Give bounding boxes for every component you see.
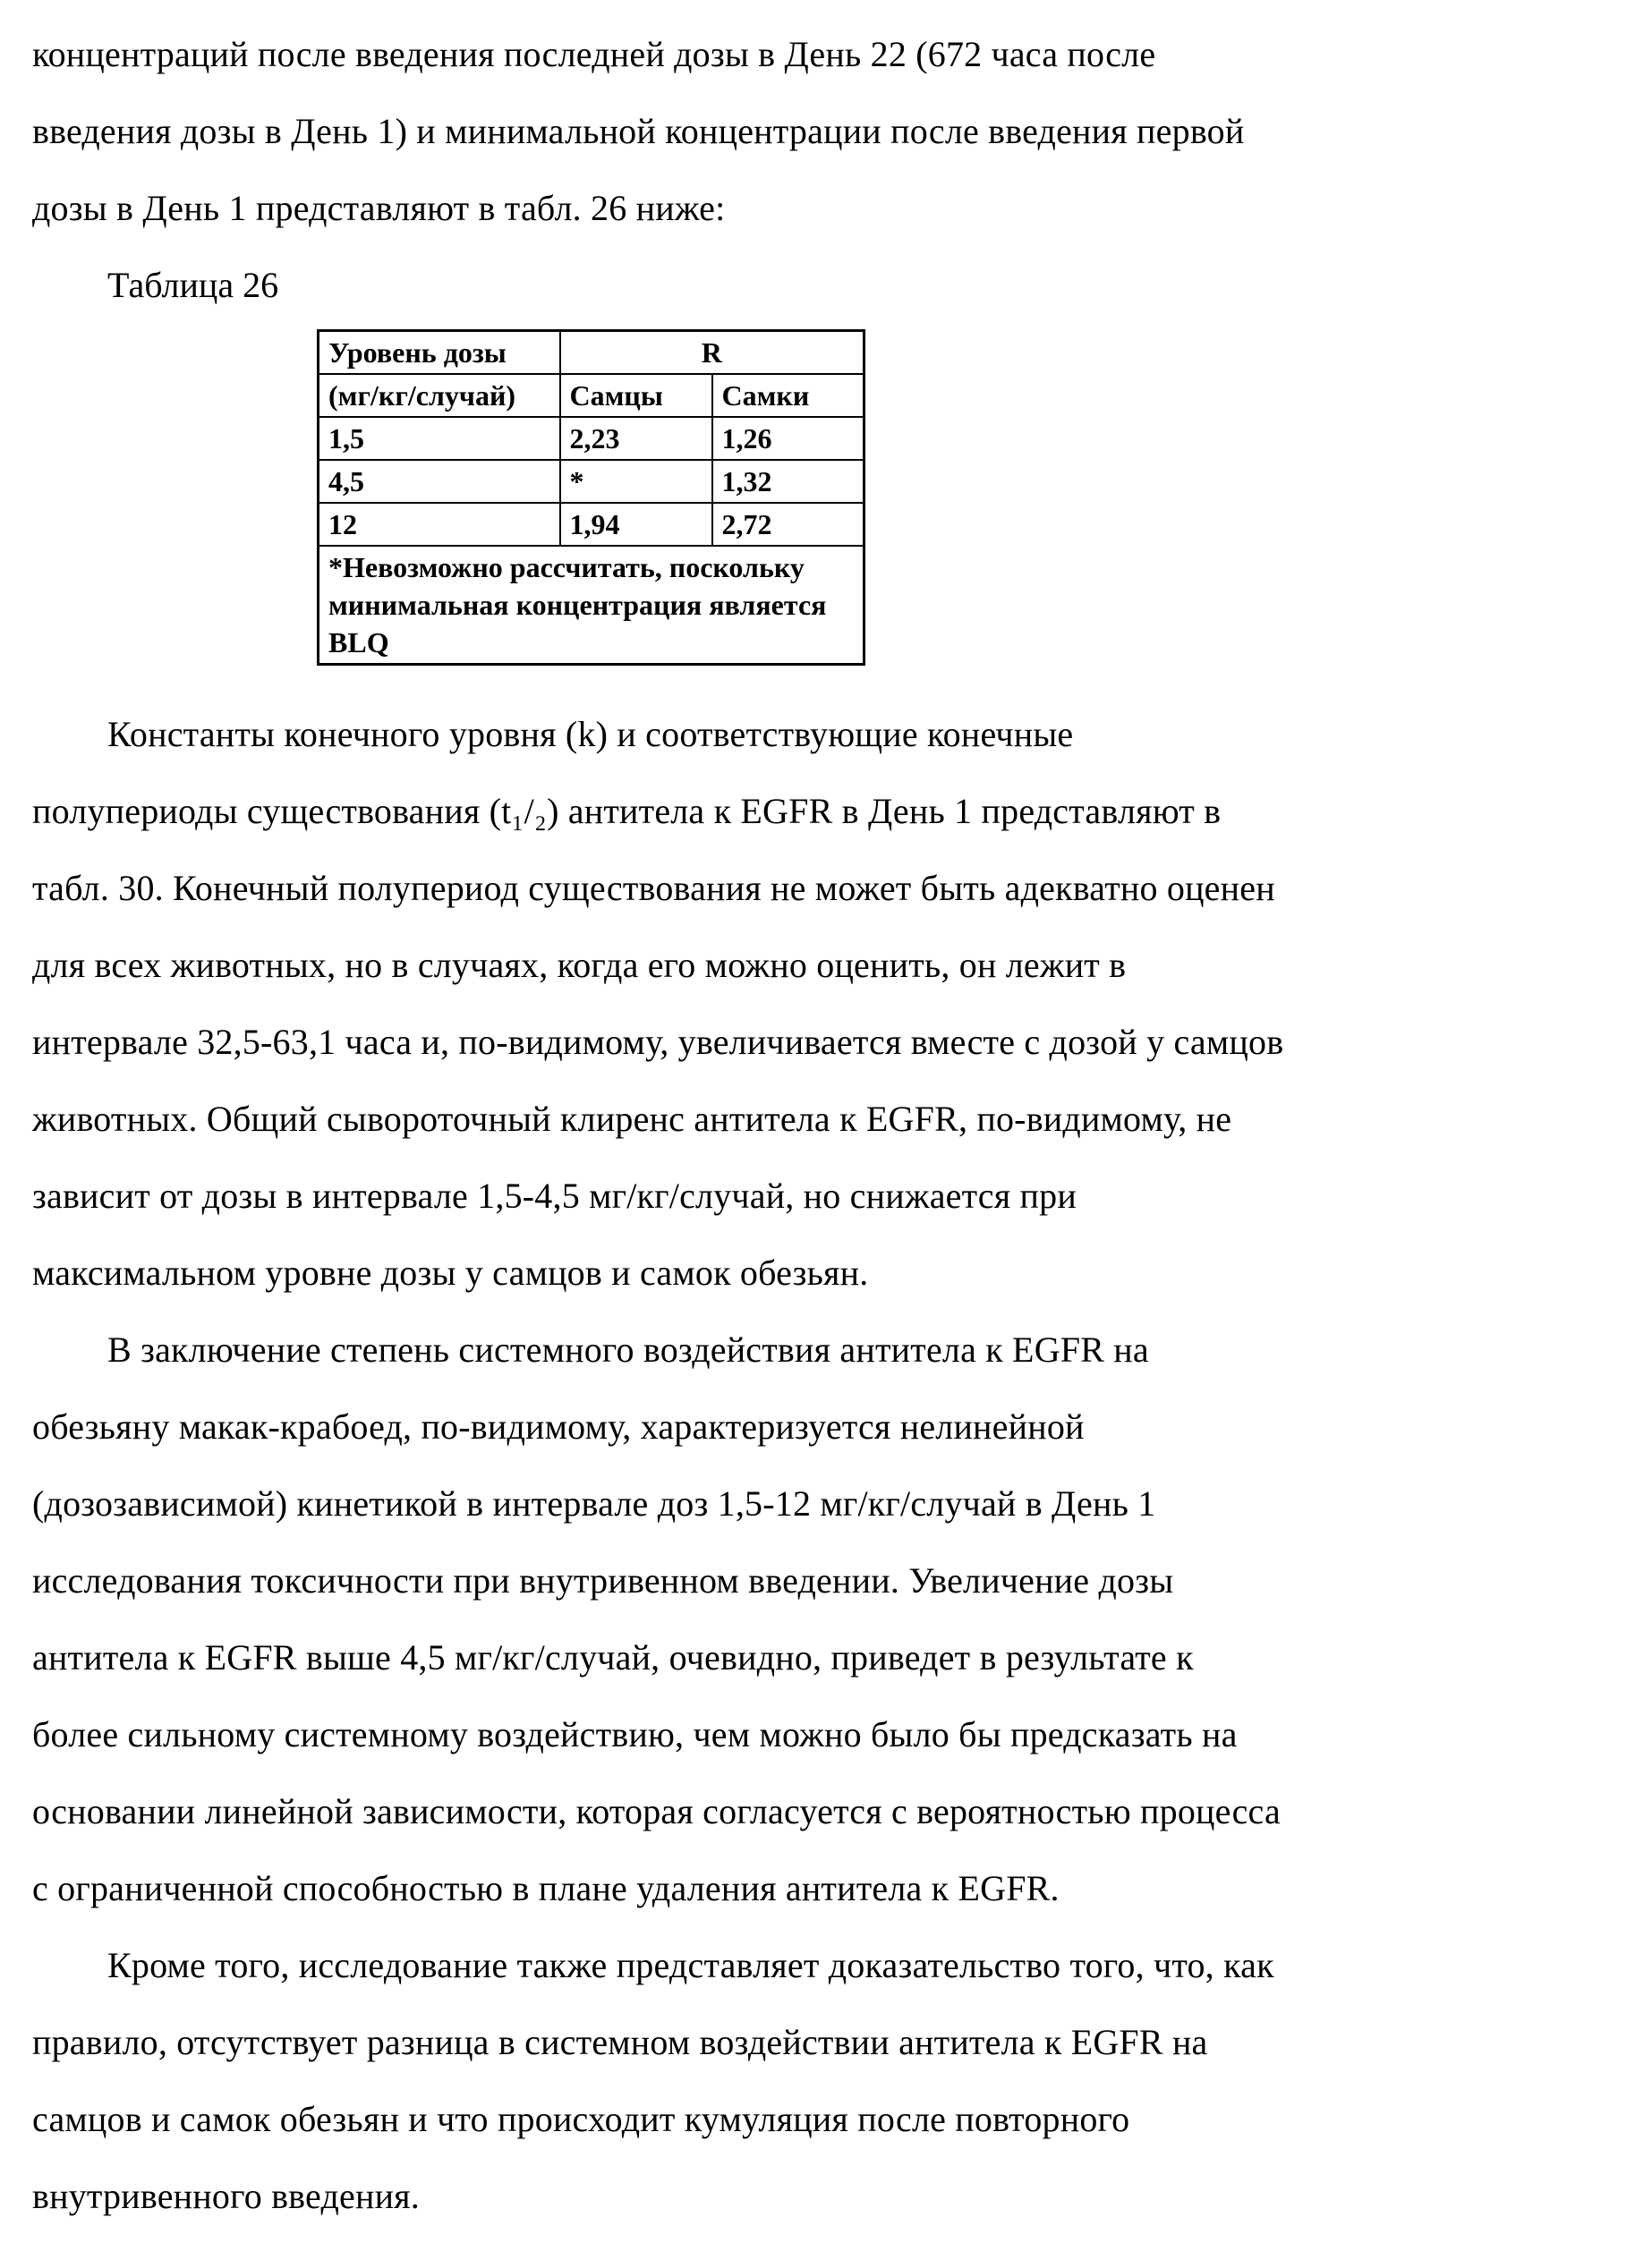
text-line: исследования токсичности при внутривенном введении. Увеличение дозы: [32, 1560, 1174, 1601]
table-26: [317, 329, 865, 666]
text-line: полупериоды существования (t₁/₂) антитела к EGFR в День 1 представляют в: [32, 791, 1222, 831]
table-footnote: [319, 546, 864, 665]
text-line: введения дозы в День 1) и минимальной концентрации после введения первой: [32, 111, 1245, 151]
table-cell-females: 2,72: [712, 503, 864, 546]
table-footnote-row: [319, 546, 864, 665]
table-cell-females: 1,26: [712, 417, 864, 460]
table-cell-males: 2,23: [560, 417, 712, 460]
footnote-line: минимальная концентрация является: [328, 589, 827, 621]
text-line: дозы в День 1 представляют в табл. 26 ниже:: [32, 188, 726, 228]
text-line: с ограниченной способностью в плане удаления антитела к EGFR.: [32, 1868, 1060, 1908]
table-header-row: [319, 331, 864, 375]
table-row: [319, 460, 864, 503]
table-subheader-row: [319, 374, 864, 417]
table-caption: Таблица 26: [107, 265, 279, 305]
text-line: животных. Общий сывороточный клиренс антитела к EGFR, по-видимому, не: [32, 1099, 1232, 1139]
text-line: В заключение степень системного воздействия антитела к EGFR на: [107, 1329, 1149, 1370]
text-line: самцов и самок обезьян и что происходит кумуляция после повторного: [32, 2099, 1130, 2139]
table-cell-dose: 4,5: [319, 460, 560, 503]
text-line: антитела к EGFR выше 4,5 мг/кг/случай, очевидно, приведет в результате к: [32, 1637, 1194, 1678]
paragraph-conclusion: [32, 1312, 1616, 1927]
text-line: для всех животных, но в случаях, когда его можно оценить, он лежит в: [32, 945, 1127, 985]
text-line: более сильному системному воздействию, чем можно было бы предсказать на: [32, 1714, 1238, 1754]
footnote-line: BLQ: [328, 626, 389, 658]
text-line: основании линейной зависимости, которая согласуется с вероятностью процесса: [32, 1791, 1281, 1831]
table-header-dose-level: Уровень дозы: [319, 331, 560, 375]
table-row: [319, 503, 864, 546]
table-header-females: Самки: [712, 374, 864, 417]
table-cell-females: 1,32: [712, 460, 864, 503]
text-line: обезьяну макак-крабоед, по-видимому, характеризуется нелинейной: [32, 1406, 1085, 1447]
paragraph-terminal-constants: [32, 696, 1616, 1312]
paragraph-additional-evidence: [32, 1927, 1616, 2235]
text-line: Константы конечного уровня (k) и соответствующие конечные: [107, 714, 1074, 754]
table-cell-males: *: [560, 460, 712, 503]
table-header-ratio: R: [560, 331, 864, 375]
footnote-line: *Невозможно рассчитать, поскольку: [328, 551, 805, 583]
table-header-dose-unit: (мг/кг/случай): [319, 374, 560, 417]
text-line: табл. 30. Конечный полупериод существования не может быть адекватно оценен: [32, 868, 1275, 908]
text-line: правило, отсутствует разница в системном воздействии антитела к EGFR на: [32, 2022, 1208, 2062]
table-cell-dose: 12: [319, 503, 560, 546]
text-line: концентраций после введения последней дозы в День 22 (672 часа после: [32, 34, 1156, 74]
text-line: Кроме того, исследование также представляет доказательство того, что, как: [107, 1945, 1274, 1985]
table-cell-dose: 1,5: [319, 417, 560, 460]
text-line: интервале 32,5-63,1 часа и, по-видимому, увеличивается вместе с дозой у самцов: [32, 1022, 1284, 1062]
text-line: (дозозависимой) кинетикой в интервале доз 1,5-12 мг/кг/случай в День 1: [32, 1483, 1156, 1524]
table-cell-males: 1,94: [560, 503, 712, 546]
text-line: внутривенного введения.: [32, 2176, 420, 2216]
text-line: максимальном уровне дозы у самцов и самок обезьян.: [32, 1253, 869, 1293]
table-row: [319, 417, 864, 460]
table-header-males: Самцы: [560, 374, 712, 417]
text-line: зависит от дозы в интервале 1,5-4,5 мг/кг/случай, но снижается при: [32, 1176, 1077, 1216]
paragraph-intro: [32, 16, 1616, 247]
